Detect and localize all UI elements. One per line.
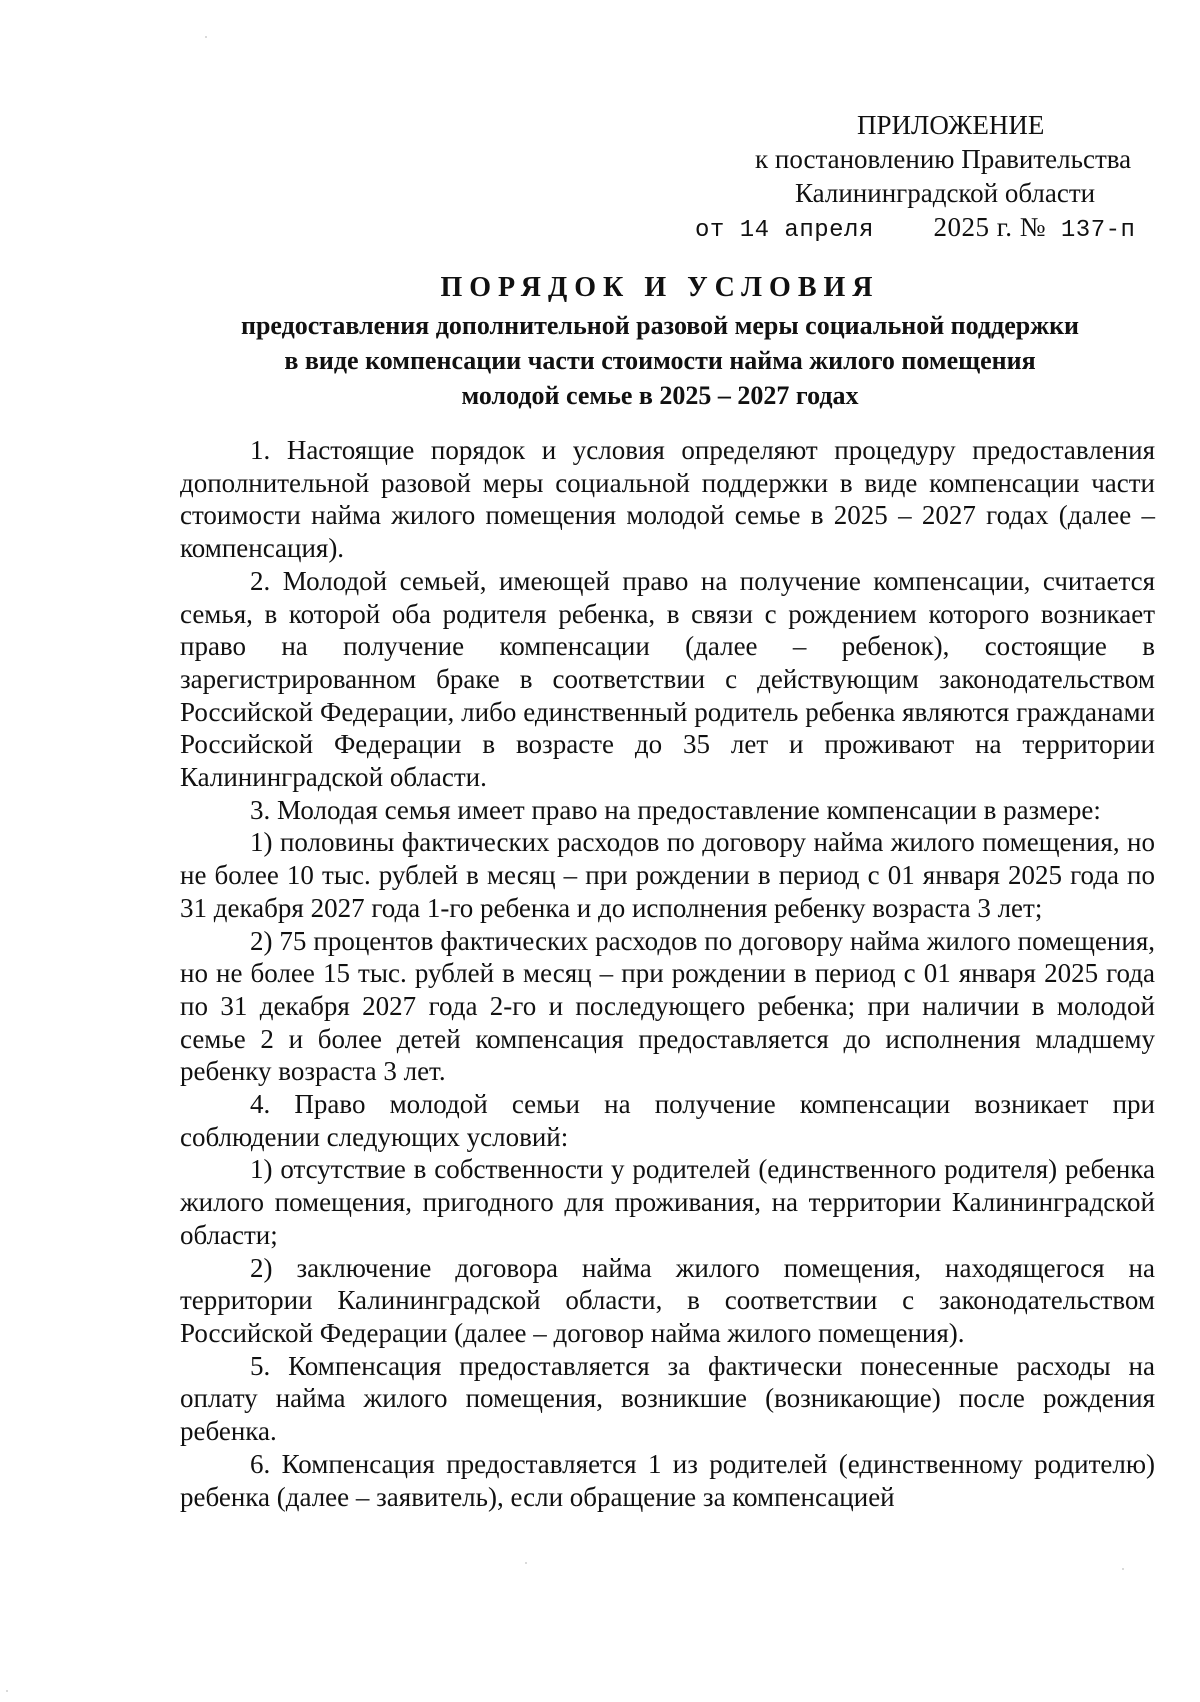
date-year: 2025 г. № — [933, 212, 1046, 242]
document-title-block — [180, 270, 1140, 413]
document-title: ПОРЯДОК И УСЛОВИЯ — [440, 272, 880, 303]
date-value: 14 апреля — [739, 217, 874, 244]
paragraph-5: 5. Компенсация предоставляется за фактически понесенные расходы на оплату найма жилого помещения, возникшие (возникающие) после рождения ребенка. — [180, 1350, 1155, 1447]
paragraph-4-item-1: 1) отсутствие в собственности у родителей (единственного родителя) ребенка жилого помещения, пригодного для проживания, на территории Калининградской области; — [180, 1154, 1155, 1250]
document-subtitle-line: молодой семье в 2025 – 2027 годах — [461, 381, 859, 410]
document-subtitle-line: предоставления дополнительной разовой меры социальной поддержки — [240, 311, 1080, 340]
paragraph-3-item-1: 1) половины фактических расходов по договору найма жилого помещения, но не более 10 тыс. рублей в месяц – при рождении в период с 01 января 2025 года по 31 декабря 2027 года 1-го ребенка и до исполнения ребенку возраста 3 лет; — [180, 827, 1155, 923]
paragraph-3: 3. Молодая семья имеет право на предоставление компенсации в размере: — [250, 794, 1101, 825]
paragraph-4-item-2: 2) заключение договора найма жилого помещения, находящегося на территории Калининградской области, в соответствии с законодательством Российской Федерации (далее – договор найма жилого помещения). — [180, 1252, 1155, 1348]
paragraph-2: 2. Молодой семьей, имеющей право на получение компенсации, считается семья, в которой оба родителя ребенка, в связи с рождением которого возникает право на получение компенсации (далее – ребенок), состоящие в зарегистрированном браке в соответствии с действующим законодательством Российской Федерации, либо единственный родитель ребенка являются гражданами Российской Федерации в возрасте до 35 лет и проживают на территории Калининградской области. — [180, 565, 1155, 793]
paragraph-4: 4. Право молодой семьи на получение компенсации возникает при соблюдении следующих условий: — [180, 1089, 1155, 1152]
date-prefix: от — [695, 217, 725, 244]
scan-speck — [205, 36, 207, 38]
scan-speck — [1122, 1568, 1124, 1570]
paragraph-1: 1. Настоящие порядок и условия определяют процедуру предоставления дополнительной разовой меры социальной поддержки в виде компенсации части стоимости найма жилого помещения молодой семье в 2025 – 2027 годах (далее – компенсация). — [180, 435, 1155, 564]
document-body — [180, 434, 1155, 1513]
appendix-region-line: Калининградской области — [795, 178, 1096, 208]
resolution-number: 137-п — [1060, 217, 1136, 244]
paragraph-3-item-2: 2) 75 процентов фактических расходов по договору найма жилого помещения, но не более 15 тыс. рублей в месяц – при рождении в период с 01 января 2025 года по 31 декабря 2027 года 2-го и последующего ребенка; при наличии в молодой семье 2 и более детей компенсация предоставляется до исполнения младшему ребенку возраста 3 лет. — [180, 925, 1155, 1087]
document-subtitle-line: в виде компенсации части стоимости найма жилого помещения — [284, 346, 1036, 375]
appendix-title: ПРИЛОЖЕНИЕ — [857, 110, 1045, 140]
appendix-header — [695, 108, 1160, 248]
paragraph-6: 6. Компенсация предоставляется 1 из родителей (единственному родителю) ребенка (далее – заявитель), если обращение за компенсацией — [180, 1448, 1155, 1512]
appendix-date-line — [695, 210, 1160, 248]
scan-speck — [525, 1562, 527, 1564]
scan-speck — [6, 1690, 8, 1692]
appendix-resolution-line: к постановлению Правительства — [755, 144, 1132, 174]
